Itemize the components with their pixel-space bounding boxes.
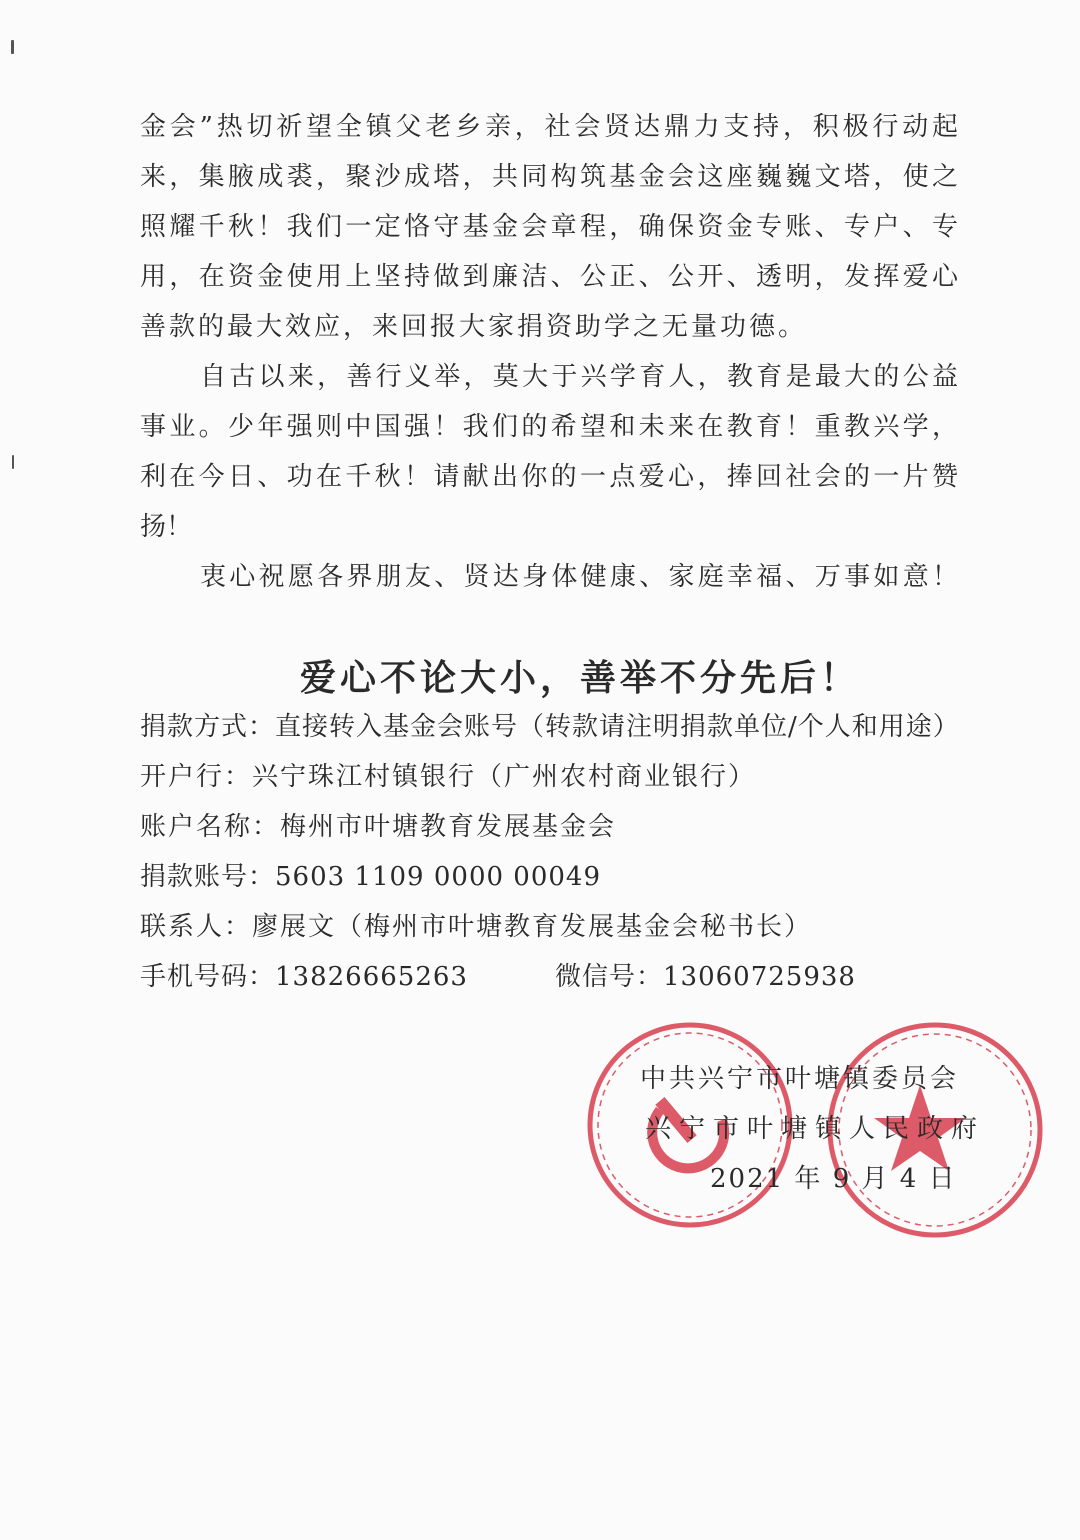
text-line: 来，集腋成裘，聚沙成塔，共同构筑基金会这座巍巍文塔，使之 <box>140 162 958 192</box>
slogan-heading: 爱心不论大小，善举不分先后！ <box>299 657 860 699</box>
wechat-id: 微信号：13060725938 <box>555 962 856 992</box>
donation-method: 捐款方式：直接转入基金会账号（转款请注明捐款单位/个人和用途） <box>140 712 960 742</box>
text-line: 善款的最大效应，来回报大家捐资助学之无量功德。 <box>140 312 808 342</box>
text-line: 利在今日、功在千秋！请献出你的一点爱心，捧回社会的一片赞 <box>140 462 958 492</box>
text-line: 扬！ <box>140 512 193 542</box>
signatory-town-government: 兴宁市叶塘镇人民政府 <box>645 1114 986 1144</box>
text-line: 用，在资金使用上坚持做到廉洁、公正、公开、透明，发挥爱心 <box>140 262 958 292</box>
text-line: 照耀千秋！我们一定恪守基金会章程，确保资金专账、专户、专 <box>140 212 958 242</box>
closing-wishes: 衷心祝愿各界朋友、贤达身体健康、家庭幸福、万事如意！ <box>200 562 958 592</box>
signature-date: 2021 年 9 月 4 日 <box>710 1164 957 1194</box>
phone-number: 手机号码：13826665263 <box>140 962 468 992</box>
text-line: 金会”热切祈望全镇父老乡亲，社会贤达鼎力支持，积极行动起 <box>140 112 958 142</box>
account-name: 账户名称：梅州市叶塘教育发展基金会 <box>140 812 617 842</box>
bank-name: 开户行：兴宁珠江村镇银行（广州农村商业银行） <box>140 762 757 792</box>
signatory-party-committee: 中共兴宁市叶塘镇委员会 <box>640 1064 960 1094</box>
account-number: 捐款账号：5603 1109 0000 00049 <box>140 862 602 892</box>
text-line: 事业。少年强则中国强！我们的希望和未来在教育！重教兴学， <box>140 412 958 442</box>
contact-person: 联系人：廖展文（梅州市叶塘教育发展基金会秘书长） <box>140 912 813 942</box>
text-line: 自古以来，善行义举，莫大于兴学育人，教育是最大的公益 <box>200 362 958 392</box>
